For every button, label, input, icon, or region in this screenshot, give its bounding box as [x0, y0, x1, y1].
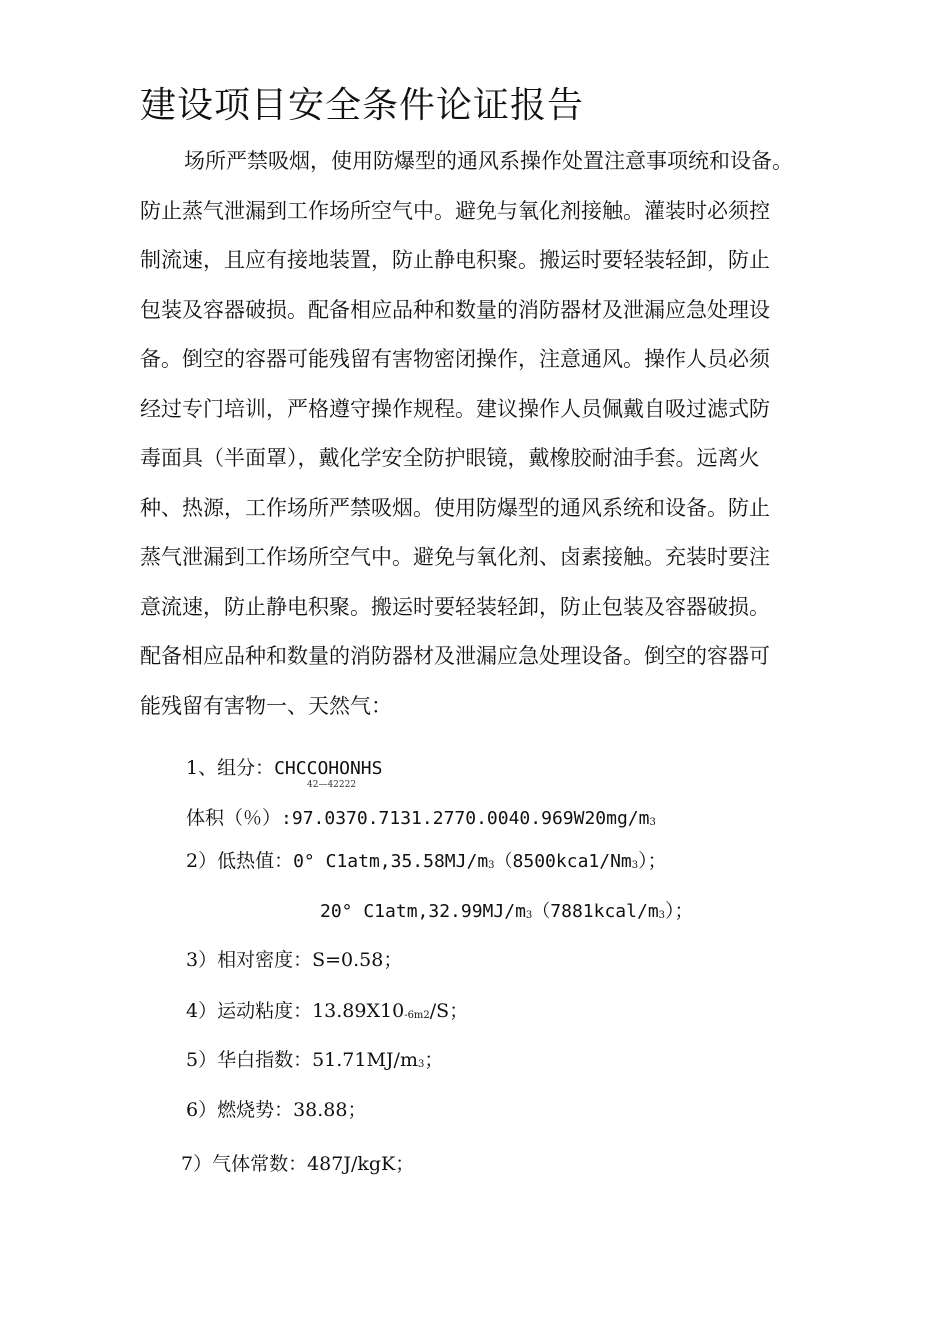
- paragraph-line: 经过专门培训，严格遵守操作规程。建议操作人员佩戴自吸过滤式防: [140, 396, 770, 421]
- spec-item-viscosity: [186, 997, 468, 1030]
- spec-item-heating-value-20c: [320, 897, 694, 930]
- heating20-value-c: ）；: [665, 900, 694, 922]
- spec-item-heating-value: [186, 847, 667, 880]
- spec-item-composition: [186, 754, 382, 783]
- heating20-value-a: 20° C1atm,32.99MJ/m: [320, 901, 526, 922]
- heating20-value-b: （7881kcal/m: [532, 901, 659, 922]
- spec-item-relative-density: 3）相对密度：S=0.58；: [186, 949, 403, 971]
- heating-label: 2）低热值：: [186, 850, 294, 872]
- viscosity-value-b: /S；: [429, 1000, 469, 1022]
- paragraph-line: 包装及容器破损。配备相应品种和数量的消防器材及泄漏应急处理设: [140, 297, 770, 322]
- body-paragraph: [140, 140, 840, 734]
- paragraph-line: 备。倒空的容器可能残留有害物密闭操作，注意通风。操作人员必须: [140, 347, 770, 371]
- heating-value-c: ）；: [638, 850, 667, 872]
- wobbe-value-b: ；: [424, 1049, 444, 1071]
- viscosity-value-a: 4）运动粘度：13.89X10: [186, 1000, 405, 1022]
- composition-subscripts: 42—42222: [307, 780, 357, 790]
- spec-item-combustion-potential: 6）燃烧势：38.88；: [186, 1099, 367, 1121]
- heating20-sub-b: 3: [658, 910, 666, 921]
- spec-item-gas-constant: 7）气体常数：487J/kgK；: [181, 1153, 415, 1175]
- composition-label: 1、组分：: [186, 757, 275, 779]
- heating20-sub-a: 3: [525, 910, 533, 921]
- volume-value: :97.0370.7131.2770.0040.969W20mg/m: [281, 808, 650, 829]
- paragraph-line: 防止蒸气泄漏到工作场所空气中。避免与氧化剂接触。灌装时必须控: [140, 198, 770, 223]
- spec-item-volume: [186, 804, 656, 837]
- paragraph-line: 配备相应品种和数量的消防器材及泄漏应急处理设备。倒空的容器可: [140, 644, 770, 668]
- heating-value-b: （8500kca1/Nm: [494, 851, 632, 872]
- composition-value: CHCCOHONHS: [274, 758, 383, 779]
- wobbe-value-a: 5）华白指数：51.71MJ/m: [186, 1049, 418, 1071]
- paragraph-line: 蒸气泄漏到工作场所空气中。避免与氧化剂、卤素接触。充装时要注: [140, 545, 770, 569]
- document-title: 建设项目安全条件论证报告: [140, 85, 585, 126]
- viscosity-sub: -6m2: [404, 1010, 430, 1021]
- volume-unit-sub: 3: [649, 817, 656, 828]
- heating-value-a: 0° C1atm,35.58MJ/m: [293, 851, 489, 872]
- heating-sub-a: 3: [488, 860, 495, 871]
- volume-label: 体积（％）: [186, 807, 282, 829]
- spec-item-wobbe-index: [186, 1046, 443, 1079]
- paragraph-line: 种、热源，工作场所严禁吸烟。使用防爆型的通风系统和设备。防止: [140, 495, 770, 520]
- paragraph-line: 制流速，且应有接地装置，防止静电积聚。搬运时要轻装轻卸，防止: [140, 248, 770, 272]
- paragraph-line: 能残留有害物一、天然气：: [140, 693, 392, 718]
- paragraph-line: 意流速，防止静电积聚。搬运时要轻装轻卸，防止包装及容器破损。: [140, 594, 770, 619]
- paragraph-line: 场所严禁吸烟，使用防爆型的通风系操作处置注意事项统和设备。: [184, 149, 793, 173]
- paragraph-line: 毒面具（半面罩），戴化学安全防护眼镜，戴橡胶耐油手套。远离火: [140, 446, 760, 470]
- wobbe-sub: 3: [417, 1059, 425, 1070]
- heating-sub-b: 3: [631, 860, 639, 871]
